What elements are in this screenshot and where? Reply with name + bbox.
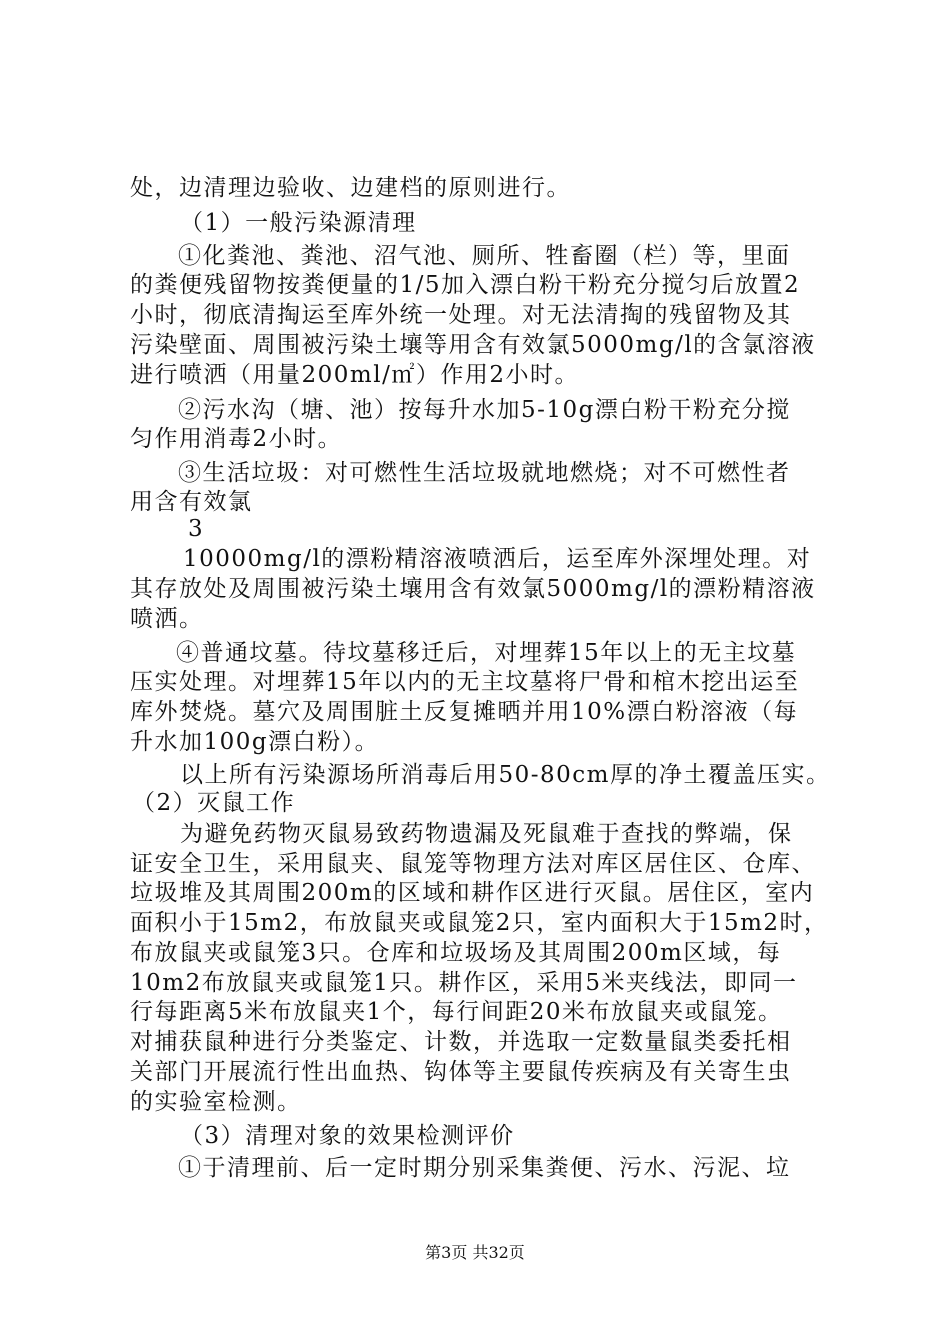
section-heading: （1）一般污染源清理: [180, 210, 417, 236]
text-line: ②污水沟（塘、池）按每升水加5-10g漂白粉干粉充分搅: [178, 397, 791, 423]
text-line: ④普通坟墓。待坟墓移迁后，对埋葬15年以上的无主坟墓: [176, 640, 797, 666]
text-line: 匀作用消毒2小时。: [130, 426, 343, 452]
text-line: 10000mg/l的漂粉精溶液喷洒后，运至库外深埋处理。对: [183, 546, 812, 572]
text-line: 10m2布放鼠夹或鼠笼1只。耕作区，采用5米夹线法，即同一: [130, 970, 798, 996]
text-line: 面积小于15m2，布放鼠夹或鼠笼2只，室内面积大于15m2时，: [130, 910, 829, 936]
text-line: 升水加100g漂白粉）。: [130, 729, 380, 755]
text-line: 用含有效氯: [130, 489, 253, 515]
text-line: 库外焚烧。墓穴及周围脏土反复摊晒并用10%漂白粉溶液（每: [130, 699, 799, 725]
page-number-footer: 第3页 共32页: [425, 1243, 525, 1262]
page-fragment-number: 3: [188, 516, 205, 542]
text-line: 处，边清理边验收、边建档的原则进行。: [130, 175, 571, 201]
section-heading: （2）灭鼠工作: [132, 790, 296, 816]
text-line: 喷洒。: [130, 606, 204, 632]
text-line: 其存放处及周围被污染土壤用含有效氯5000mg/l的漂粉精溶液: [130, 576, 816, 602]
text-line: ③生活垃圾：对可燃性生活垃圾就地燃烧；对不可燃性者: [178, 460, 791, 486]
text-line: 小时，彻底清掏运至库外统一处理。对无法清掏的残留物及其: [130, 302, 792, 328]
text-line: 关部门开展流行性出血热、钩体等主要鼠传疾病及有关寄生虫: [130, 1059, 792, 1085]
text-line: 压实处理。对埋葬15年以内的无主坟墓将尸骨和棺木挖出运至: [130, 669, 800, 695]
text-line: 布放鼠夹或鼠笼3只。仓库和垃圾场及其周围200m区域，每: [130, 940, 782, 966]
text-line: 为避免药物灭鼠易致药物遗漏及死鼠难于查找的弊端，保: [180, 821, 793, 847]
text-line: 的粪便残留物按粪便量的1/5加入漂白粉干粉充分搅匀后放置2: [130, 272, 801, 298]
text-line: 行每距离5米布放鼠夹1个，每行间距20米布放鼠夹或鼠笼。: [130, 999, 783, 1025]
text-line: 以上所有污染源场所消毒后用50-80cm厚的净土覆盖压实。: [180, 762, 831, 788]
text-line: 证安全卫生，采用鼠夹、鼠笼等物理方法对库区居住区、仓库、: [130, 851, 816, 877]
text-line: 的实验室检测。: [130, 1089, 302, 1115]
text-line: ①化粪池、粪池、沼气池、厕所、牲畜圈（栏）等，里面: [178, 243, 791, 269]
text-line: 污染壁面、周围被污染土壤等用含有效氯5000mg/l的含氯溶液: [130, 332, 816, 358]
section-heading: （3）清理对象的效果检测评价: [180, 1123, 515, 1149]
text-line: ①于清理前、后一定时期分别采集粪便、污水、污泥、垃: [178, 1155, 791, 1181]
text-line: 进行喷洒（用量200ml/㎡）作用2小时。: [130, 362, 579, 388]
text-line: 垃圾堆及其周围200m的区域和耕作区进行灭鼠。居住区，室内: [130, 880, 815, 906]
text-line: 对捕获鼠种进行分类鉴定、计数，并选取一定数量鼠类委托相: [130, 1029, 792, 1055]
